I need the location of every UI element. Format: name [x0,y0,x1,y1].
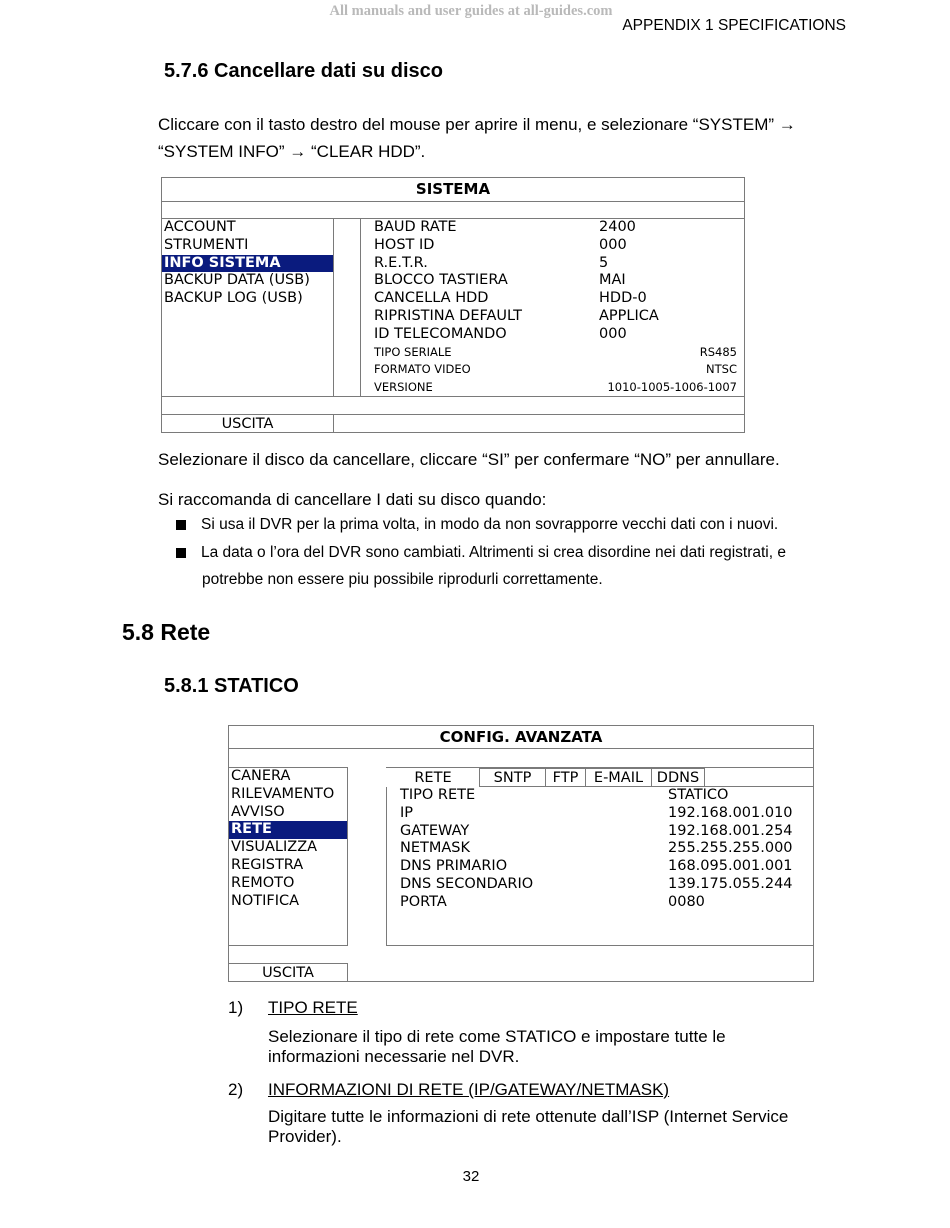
setting-row-gateway[interactable] [400,823,800,841]
setting-row-dns-primario[interactable] [400,858,800,876]
setting-label: IP [400,804,414,821]
setting-row-tipo-rete[interactable] [400,787,800,805]
info-label: FORMATO VIDEO [374,362,471,377]
tab-rete[interactable]: RETE [386,768,480,787]
item-title-tipo-rete: TIPO RETE [268,998,358,1017]
config-left-list [228,767,348,946]
exit-button[interactable]: USCITA [228,963,348,982]
tab-ddns[interactable]: DDNS [651,768,705,787]
watermark: All manuals and user guides at all-guides.com [329,3,613,19]
menu-bottom-bar [161,396,745,415]
setting-label: ID TELECOMANDO [374,325,507,342]
sistema-detail-panel [360,218,745,397]
setting-value: 139.175.055.244 [668,875,793,892]
info-label: TIPO SERIALE [374,344,452,359]
setting-label: NETMASK [400,840,471,857]
description-line: Selezionare il tipo di rete come STATICO e impostare tutte le [268,1027,726,1046]
setting-label: PORTA [400,893,447,910]
setting-row-ip[interactable] [400,805,800,823]
setting-label: BAUD RATE [374,219,457,235]
config-avanzata-menu [228,725,814,982]
setting-row-ripristina-default[interactable] [374,308,737,326]
setting-row-host-id[interactable] [374,237,737,255]
after-menu-text: Selezionare il disco da cancellare, cliccare “SI” per confermare “NO” per annullare. [158,450,780,469]
info-value: RS485 [699,344,737,359]
menu-item-canera[interactable]: CANERA [231,768,291,784]
item-number-2: 2) [228,1080,244,1099]
bullet-square-icon [176,548,186,558]
menu-item-strumenti[interactable]: STRUMENTI [164,236,249,253]
menu-item-remoto[interactable]: REMOTO [231,874,295,891]
setting-value: APPLICA [599,307,659,324]
bullet-text: potrebbe non essere piu possibile riprodurli correttamente. [202,571,603,588]
list-item-continuation [158,567,858,594]
tab-email[interactable]: E-MAIL [585,768,652,787]
menu-item-rete[interactable]: RETE [229,821,347,839]
info-row-tipo-seriale [374,344,737,362]
setting-label: TIPO RETE [400,787,476,803]
list-item [158,512,858,539]
running-header: APPENDIX 1 SPECIFICATIONS [622,17,846,34]
setting-value: 2400 [599,219,636,235]
setting-label: RIPRISTINA DEFAULT [374,307,522,324]
setting-value: 0080 [668,893,705,910]
setting-row-dns-secondario[interactable] [400,876,800,894]
item-number-1: 1) [228,998,244,1017]
setting-value: 000 [599,325,627,342]
network-settings [400,787,800,912]
exit-button[interactable]: USCITA [161,414,334,433]
menu-item-backup-log[interactable]: BACKUP LOG (USB) [164,290,303,307]
setting-row-cancella-hdd[interactable] [374,290,737,308]
info-row-versione [374,379,737,397]
section-title-576: 5.7.6 Cancellare dati su disco [164,60,444,82]
tab-ftp[interactable]: FTP [545,768,586,787]
section-title-581: 5.8.1 STATICO [164,675,299,697]
menu-item-avviso[interactable]: AVVISO [231,803,285,820]
setting-label: DNS PRIMARIO [400,858,508,875]
setting-value: 000 [599,236,627,253]
page-number: 32 [462,1168,480,1185]
setting-value: 192.168.001.254 [668,822,793,839]
sistema-left-list [161,218,334,397]
menu-item-notifica[interactable]: NOTIFICA [231,892,300,909]
menu-item-account[interactable]: ACCOUNT [164,219,236,235]
bullet-text: Si usa il DVR per la prima volta, in modo da non sovrapporre vecchi dati con i nuovi. [201,516,779,533]
menu-item-rilevamento[interactable]: RILEVAMENTO [231,785,335,802]
recommend-text: Si raccomanda di cancellare I dati su disco quando: [158,490,547,509]
intro-line-1: Cliccare con il tasto destro del mouse per aprire il menu, e selezionare “SYSTEM” → [158,115,796,134]
item-title-informazioni-rete: INFORMAZIONI DI RETE (IP/GATEWAY/NETMASK) [268,1080,670,1099]
setting-value: 255.255.255.000 [668,840,793,857]
setting-label: CANCELLA HDD [374,290,489,307]
setting-value: 192.168.001.010 [668,804,793,821]
menu-title: CONFIG. AVANZATA [228,725,814,749]
menu-title: SISTEMA [161,177,745,202]
setting-label: HOST ID [374,236,435,253]
setting-value: MAI [599,272,626,289]
setting-label: R.E.T.R. [374,254,428,271]
setting-row-blocco-tastiera[interactable] [374,272,737,290]
info-value: 1010-1005-1006-1007 [607,380,737,395]
setting-label: DNS SECONDARIO [400,875,534,892]
tab-sntp[interactable]: SNTP [479,768,546,787]
description-line: Provider). [268,1127,342,1146]
setting-row-baud-rate[interactable] [374,219,737,237]
bullet-text: La data o l’ora del DVR sono cambiati. Altrimenti si crea disordine nei dati registrati, e [201,543,786,561]
item-description-1 [268,1027,726,1067]
bullet-square-icon [176,520,186,530]
menu-item-info-sistema[interactable]: INFO SISTEMA [162,255,333,273]
menu-item-backup-data[interactable]: BACKUP DATA (USB) [164,272,310,289]
menu-spacer-bar [161,201,745,219]
tab-bar [387,768,705,787]
setting-row-porta[interactable] [400,894,800,912]
setting-row-netmask[interactable] [400,840,800,858]
recommend-list [158,512,858,595]
info-value: NTSC [706,362,737,377]
description-line: informazioni necessarie nel DVR. [268,1047,520,1066]
description-line: Digitare tutte le informazioni di rete ottenute dall’ISP (Internet Service [268,1107,789,1126]
setting-label: BLOCCO TASTIERA [374,272,508,289]
intro-line-2: “SYSTEM INFO” → “CLEAR HDD”. [158,142,426,161]
info-row-formato-video [374,361,737,379]
setting-value: HDD-0 [599,290,647,307]
menu-item-visualizza[interactable]: VISUALIZZA [231,839,318,856]
list-item [158,540,858,567]
item-description-2 [268,1107,788,1147]
sistema-menu [161,177,745,433]
setting-row-retr[interactable] [374,255,737,273]
info-label: VERSIONE [374,380,433,395]
config-detail-panel [386,767,814,946]
setting-value: 5 [599,254,609,271]
setting-value: 168.095.001.001 [668,858,793,875]
setting-row-id-telecomando[interactable] [374,326,737,344]
section-title-58: 5.8 Rete [122,619,211,645]
menu-item-registra[interactable]: REGISTRA [231,856,304,873]
setting-value: STATICO [668,787,729,803]
intro-paragraph [158,111,796,165]
setting-label: GATEWAY [400,822,470,839]
